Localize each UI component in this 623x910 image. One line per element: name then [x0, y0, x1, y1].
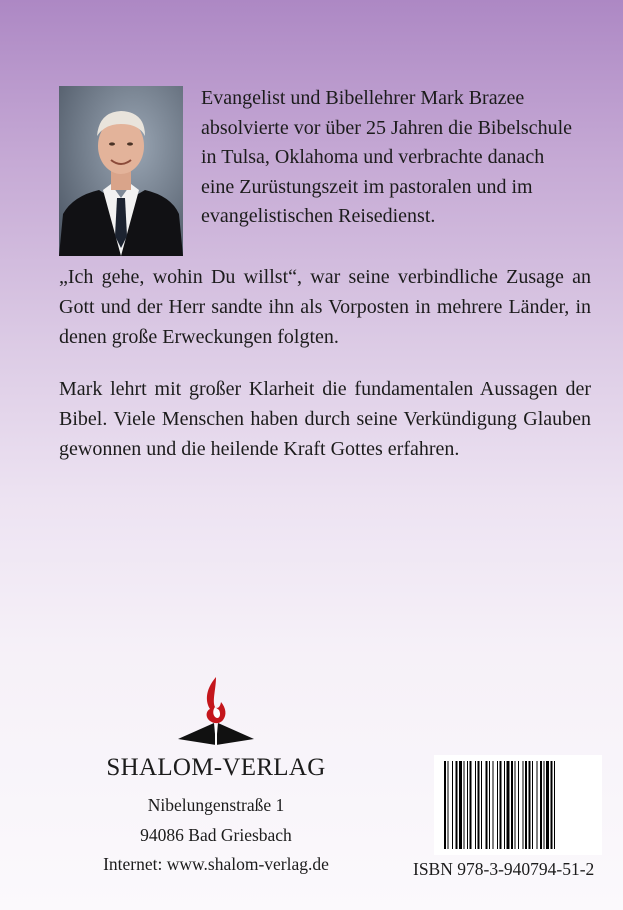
publisher-street: Nibelungenstraße 1 — [147, 795, 285, 815]
publisher-website: Internet: www.shalom-verlag.de — [103, 854, 329, 874]
publisher-name: SHALOM-VERLAG — [106, 754, 326, 781]
author-teaching-paragraph: Mark lehrt mit großer Klarheit die fundamentalen Aussagen der Bibel. Viele Menschen haben durch seine Verkündigung Glauben gewonnen und die heilende Kraft Gottes erfahren. — [59, 378, 591, 460]
isbn-number: ISBN 978-3-940794-51-2 — [413, 859, 595, 879]
publisher-city: 94086 Bad Griesbach — [140, 825, 292, 845]
author-photo — [59, 86, 183, 256]
publisher-logo — [176, 675, 256, 747]
author-portrait-image — [59, 86, 183, 256]
author-commitment-paragraph: „Ich gehe, wohin Du willst“, war seine verbindliche Zusage an Gott und der Herr sandte ihn als Vorposten in mehrere Länder, in denen große Erweckungen folgten. — [59, 266, 591, 348]
author-intro-text: Evangelist und Bibellehrer Mark Brazee absolvierte vor über 25 Jahren die Bibelschule in Tulsa, Oklahoma und verbrachte danach eine Zurüstungszeit im pastoralen und im evangelistischen Reisedienst. — [201, 87, 572, 227]
barcode-image — [434, 755, 602, 855]
isbn-barcode — [434, 755, 602, 855]
flame-book-icon — [176, 675, 256, 747]
